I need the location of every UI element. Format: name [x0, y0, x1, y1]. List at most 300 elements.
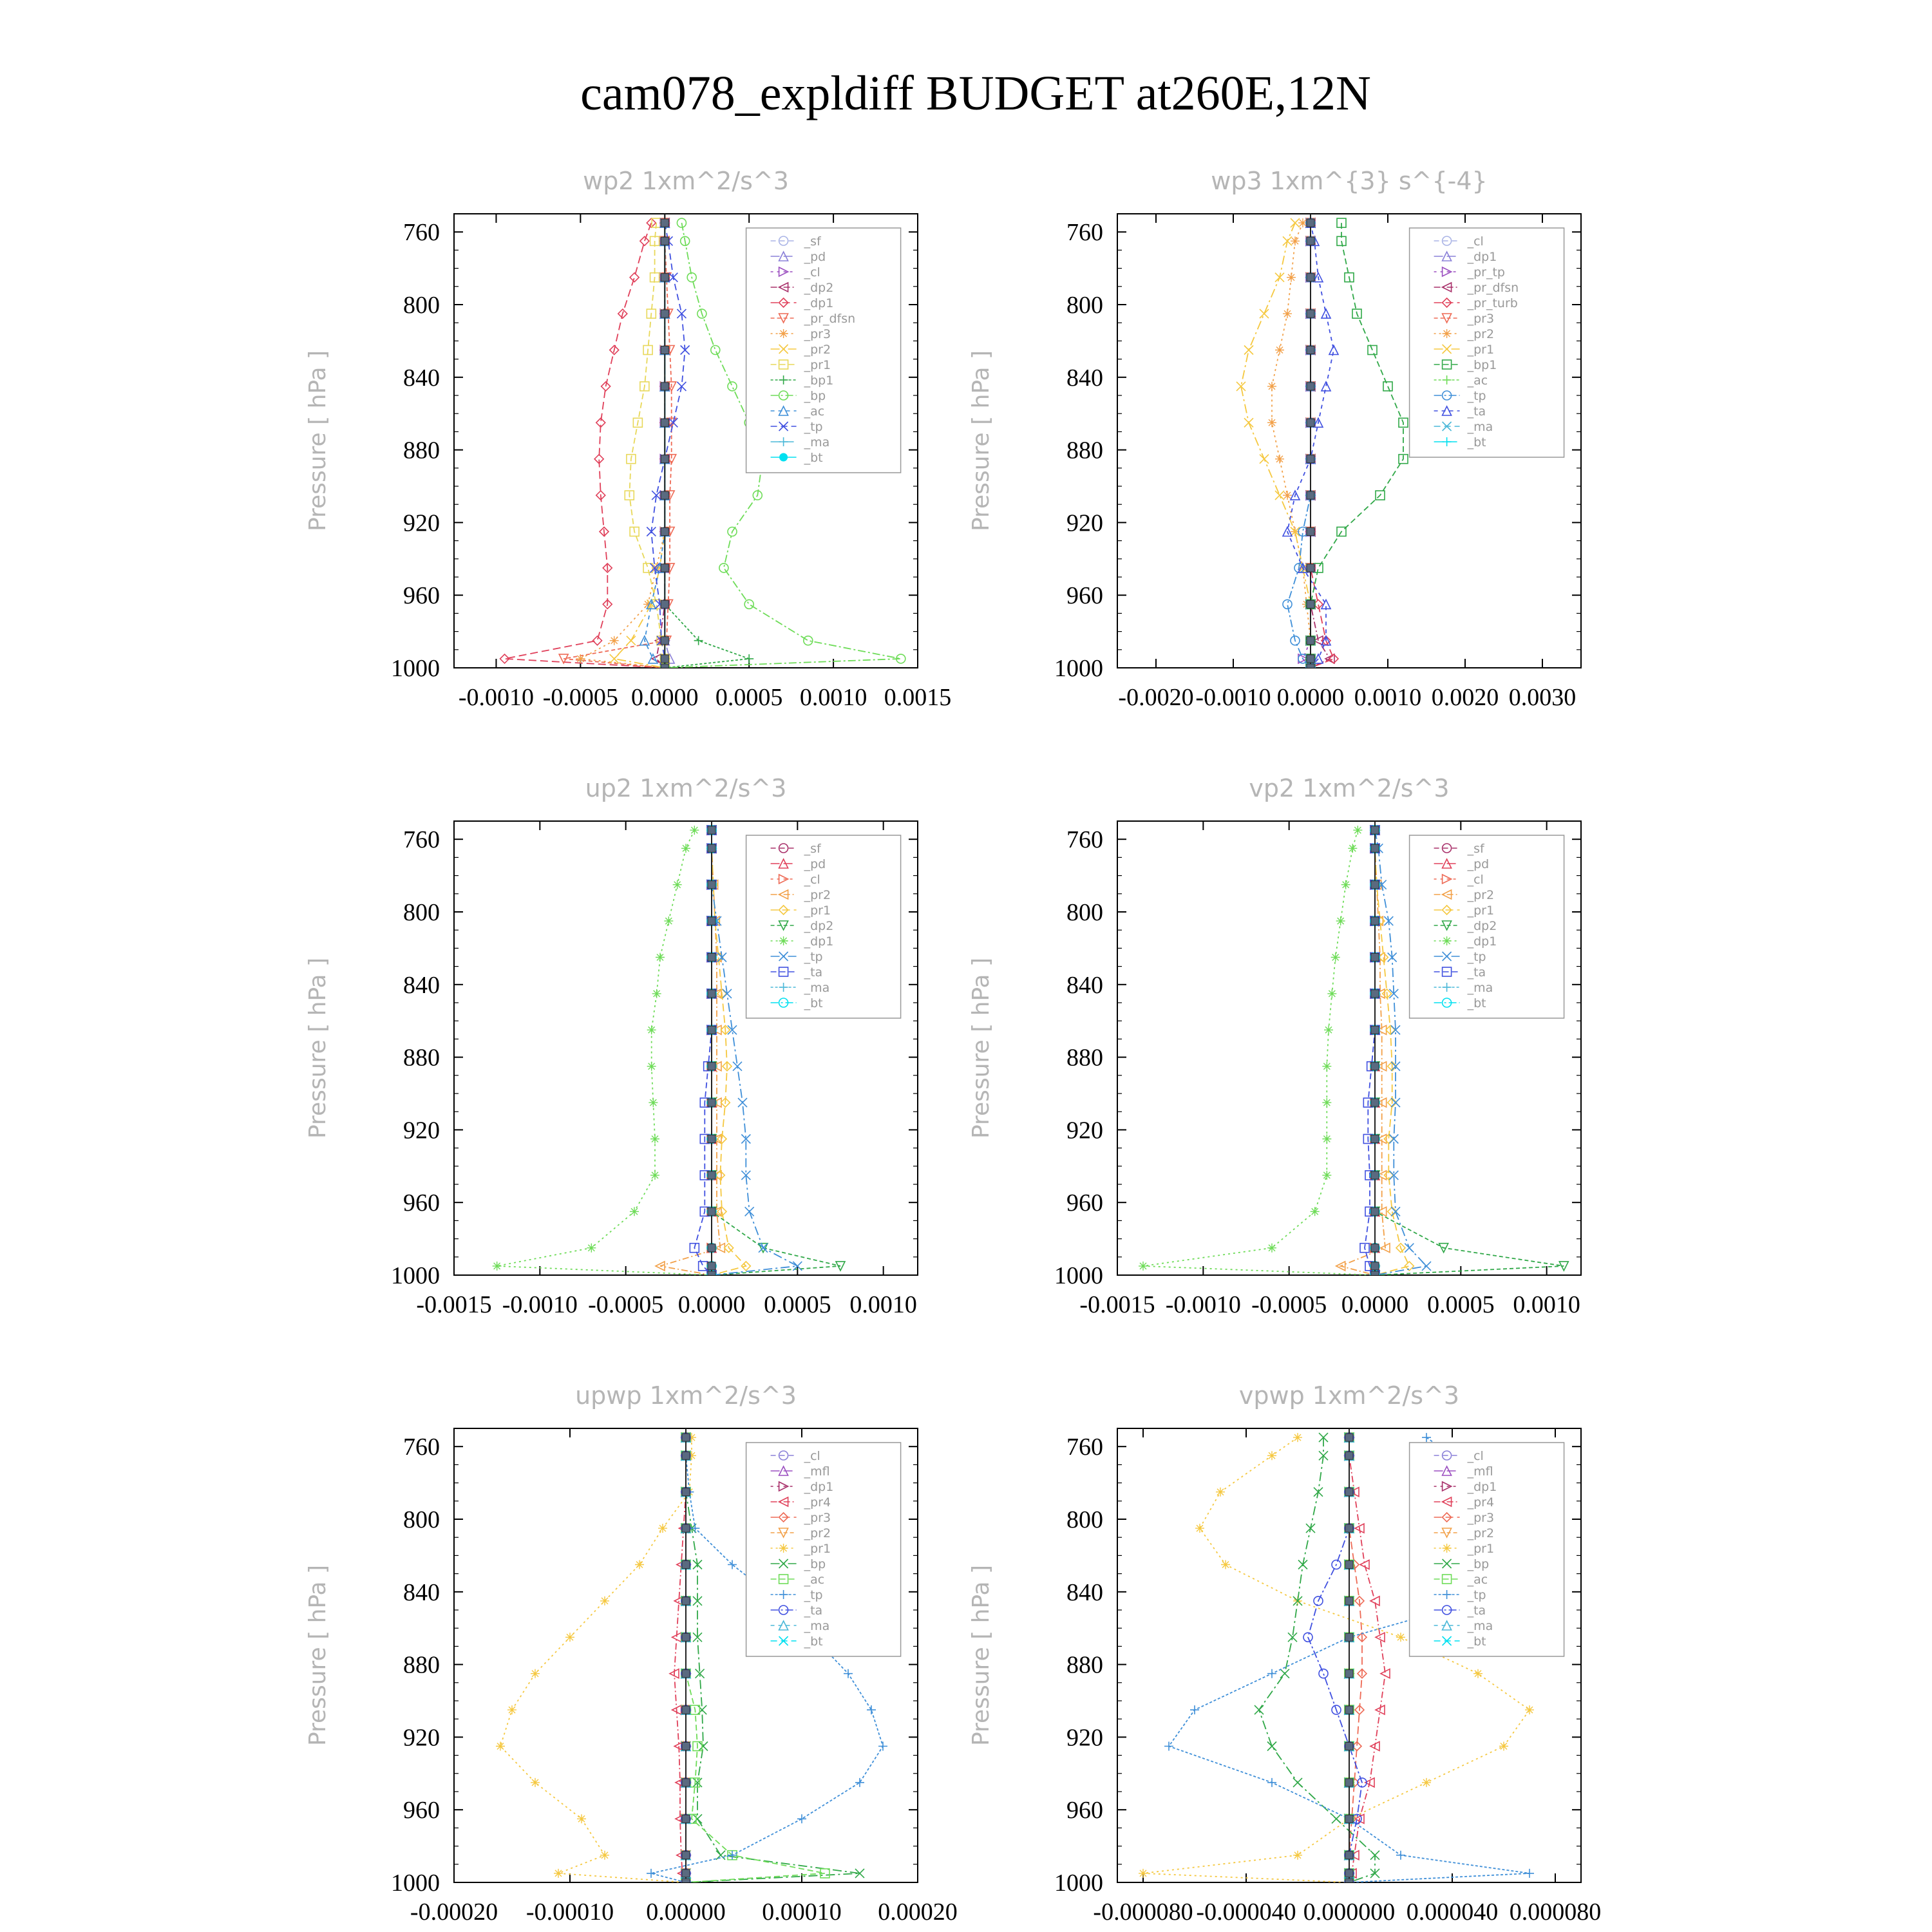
- panel-5: [305, 1381, 958, 1926]
- zero-marker: [1345, 1452, 1353, 1459]
- data-point: [1267, 382, 1276, 391]
- legend-label: _dp1: [1467, 250, 1497, 264]
- data-point: [1283, 491, 1292, 500]
- figure-title: cam078_expldiff BUDGET at260E,12N: [580, 66, 1371, 120]
- zero-marker: [1345, 1706, 1353, 1714]
- data-point: [1396, 1633, 1405, 1642]
- legend-label: _pr3: [1467, 1511, 1495, 1525]
- y-tick-label: 760: [1066, 219, 1103, 247]
- y-tick-label: 920: [1066, 1117, 1103, 1144]
- zero-marker: [708, 1063, 715, 1070]
- zero-marker: [661, 274, 668, 281]
- zero-marker: [682, 1452, 690, 1459]
- zero-marker: [1307, 274, 1314, 281]
- data-point: [647, 1869, 656, 1878]
- legend-label: _pr1: [1467, 1542, 1495, 1556]
- zero-marker: [682, 1561, 690, 1569]
- data-point: [1275, 273, 1284, 282]
- y-tick-label: 880: [403, 437, 440, 464]
- data-point: [587, 1244, 596, 1253]
- data-point: [716, 1851, 725, 1860]
- data-point: [1314, 1488, 1323, 1497]
- data-point: [531, 1669, 540, 1678]
- data-point: [1287, 273, 1296, 282]
- series-line: [497, 830, 712, 1275]
- data-point: [1341, 880, 1350, 889]
- legend-label: _ta: [1467, 404, 1486, 419]
- x-tick-label: -0.000080: [1093, 1899, 1193, 1926]
- data-point: [627, 636, 636, 645]
- data-point: [650, 1171, 659, 1180]
- data-point: [593, 636, 602, 645]
- data-point: [1422, 1433, 1431, 1442]
- data-point: [554, 1869, 563, 1878]
- data-point: [1322, 1098, 1331, 1107]
- data-point: [867, 1705, 876, 1714]
- panel-title: upwp 1xm^2/s^3: [575, 1381, 797, 1410]
- legend-label: _ac: [804, 1573, 825, 1587]
- zero-marker: [1307, 637, 1314, 645]
- data-point: [664, 916, 673, 925]
- data-point: [1244, 418, 1253, 427]
- data-point: [744, 654, 753, 663]
- zero-marker: [661, 528, 668, 536]
- x-tick-label: -0.000040: [1196, 1899, 1296, 1926]
- series-pr2: [1336, 826, 1390, 1280]
- zero-marker: [708, 844, 715, 852]
- data-point: [531, 1778, 540, 1787]
- legend-label: _ta: [804, 965, 823, 980]
- legend-label: _dp1: [804, 934, 834, 949]
- zero-marker: [661, 346, 668, 354]
- y-axis-label: Pressure [ hPa ]: [968, 1564, 994, 1747]
- legend-label: _pd: [804, 250, 826, 264]
- data-point: [1525, 1869, 1534, 1878]
- legend-label: _pr2: [1467, 1526, 1495, 1540]
- zero-marker: [1307, 655, 1314, 663]
- panel-title: vpwp 1xm^2/s^3: [1238, 1381, 1460, 1410]
- data-point: [1319, 1669, 1328, 1678]
- data-point: [694, 636, 703, 645]
- zero-marker: [1371, 826, 1379, 834]
- data-point: [1293, 1778, 1302, 1787]
- legend-marker: [1443, 329, 1452, 338]
- zero-marker: [1345, 1852, 1353, 1859]
- data-point: [693, 1814, 702, 1823]
- x-tick-label: -0.0015: [1079, 1291, 1155, 1318]
- zero-marker: [682, 1870, 690, 1877]
- legend-label: _ma: [1467, 420, 1493, 434]
- legend-label: _bp: [1467, 1557, 1490, 1571]
- zero-marker: [1345, 1524, 1353, 1532]
- y-tick-label: 760: [403, 826, 440, 854]
- data-point: [1473, 1669, 1482, 1678]
- legend-label: _ma: [1467, 1619, 1493, 1633]
- panel-title: wp2 1xm^2/s^3: [583, 167, 789, 195]
- legend-label: _bp1: [804, 374, 834, 388]
- legend-label: _bp: [804, 1557, 826, 1571]
- zero-marker: [682, 1815, 690, 1823]
- data-point: [647, 1062, 656, 1071]
- series-pr_dfsn: [559, 218, 676, 672]
- data-point: [1267, 1778, 1276, 1787]
- legend-label: _tp: [804, 420, 823, 434]
- legend-label: _ma: [804, 435, 830, 450]
- y-tick-label: 960: [403, 1189, 440, 1217]
- series-dp1: [493, 826, 716, 1280]
- legend-label: _pr3: [804, 327, 831, 341]
- zero-marker: [661, 564, 668, 572]
- legend-label: _dp1: [1467, 1480, 1497, 1494]
- legend-label: _ta: [1467, 965, 1486, 980]
- data-point: [1321, 382, 1331, 391]
- zero-marker: [1345, 1743, 1353, 1750]
- data-point: [1283, 600, 1292, 609]
- y-axis-label: Pressure [ hPa ]: [305, 350, 331, 532]
- zero-marker: [682, 1743, 690, 1750]
- data-point: [728, 382, 737, 391]
- data-point: [1244, 346, 1253, 355]
- data-point: [1321, 309, 1331, 318]
- y-tick-label: 840: [1066, 971, 1103, 999]
- legend-label: _cl: [804, 265, 820, 279]
- y-tick-label: 960: [1066, 1797, 1103, 1824]
- y-tick-label: 1000: [391, 655, 440, 682]
- zero-marker: [682, 1779, 690, 1786]
- y-tick-label: 760: [403, 219, 440, 247]
- x-tick-label: 0.0005: [764, 1291, 831, 1318]
- zero-marker: [1345, 1779, 1353, 1786]
- zero-marker: [682, 1633, 690, 1641]
- x-tick-label: -0.0020: [1118, 684, 1194, 711]
- legend-label: _pr1: [1467, 343, 1495, 357]
- legend-label: _cl: [804, 1449, 820, 1463]
- zero-marker: [661, 664, 668, 672]
- y-tick-label: 800: [1066, 899, 1103, 926]
- data-point: [1353, 826, 1362, 835]
- zero-marker: [682, 1879, 690, 1886]
- series-pr3: [576, 218, 669, 672]
- zero-marker: [1345, 1815, 1353, 1823]
- legend-marker: [779, 1544, 788, 1553]
- zero-marker: [661, 237, 668, 245]
- y-tick-label: 840: [1066, 364, 1103, 392]
- legend-label: _ac: [1467, 374, 1488, 388]
- zero-marker: [1371, 1208, 1379, 1215]
- legend-label: _pr2: [804, 343, 831, 357]
- x-tick-label: -0.00020: [410, 1899, 498, 1926]
- legend-label: _tp: [1467, 1588, 1486, 1602]
- y-tick-label: 960: [1066, 582, 1103, 610]
- zero-marker: [661, 310, 668, 317]
- zero-marker: [708, 1135, 715, 1143]
- data-point: [1327, 989, 1336, 998]
- data-point: [697, 1705, 706, 1714]
- panel-6: [968, 1381, 1601, 1926]
- data-point: [600, 1851, 609, 1860]
- y-tick-label: 1000: [1054, 1870, 1103, 1897]
- y-tick-label: 880: [403, 1044, 440, 1072]
- zero-marker: [1307, 491, 1314, 499]
- x-tick-label: 0.00000: [646, 1899, 726, 1926]
- data-point: [677, 382, 686, 391]
- data-point: [744, 600, 753, 609]
- legend-marker: [779, 936, 788, 945]
- zero-marker: [682, 1706, 690, 1714]
- y-axis-label: Pressure [ hPa ]: [305, 1564, 331, 1747]
- y-tick-label: 800: [403, 899, 440, 926]
- zero-marker: [682, 1597, 690, 1605]
- data-point: [1331, 953, 1340, 962]
- x-tick-label: 0.000080: [1509, 1899, 1602, 1926]
- y-axis-label: Pressure [ hPa ]: [968, 957, 994, 1139]
- zero-marker: [661, 637, 668, 645]
- legend-label: _pr1: [1467, 904, 1495, 918]
- legend-label: _bt: [1467, 1634, 1486, 1649]
- data-point: [1267, 418, 1276, 427]
- zero-marker: [1307, 383, 1314, 390]
- zero-marker: [1371, 1063, 1379, 1070]
- zero-marker: [1307, 455, 1314, 463]
- legend-label: _pr_tp: [1467, 265, 1505, 279]
- legend-marker: [1443, 1544, 1452, 1553]
- data-point: [728, 1560, 737, 1569]
- series-pr1: [496, 1433, 696, 1887]
- zero-marker: [661, 455, 668, 463]
- zero-marker: [1371, 954, 1379, 961]
- legend-label: _pd: [1467, 857, 1490, 871]
- data-point: [493, 1262, 502, 1271]
- panel-3: [305, 774, 918, 1318]
- data-point: [576, 654, 585, 663]
- data-point: [1291, 236, 1300, 245]
- data-point: [1283, 236, 1292, 245]
- data-point: [600, 1596, 609, 1605]
- data-point: [1260, 455, 1269, 464]
- zero-marker: [708, 1271, 715, 1279]
- y-tick-label: 880: [1066, 1651, 1103, 1679]
- legend-label: _sf: [804, 234, 821, 249]
- legend-label: _pr2: [1467, 327, 1495, 341]
- data-point: [1324, 1025, 1333, 1034]
- legend-label: _ma: [804, 1619, 830, 1633]
- data-point: [1499, 1742, 1508, 1751]
- legend-label: _pr4: [804, 1495, 831, 1510]
- y-tick-label: 800: [1066, 292, 1103, 319]
- zero-marker: [1307, 600, 1314, 608]
- zero-marker: [1371, 1262, 1379, 1270]
- data-point: [1322, 1135, 1331, 1144]
- y-tick-label: 920: [403, 1724, 440, 1752]
- series-dp1: [1139, 826, 1379, 1280]
- data-point: [630, 1207, 639, 1216]
- zero-marker: [1307, 419, 1314, 426]
- x-tick-label: -0.0010: [1195, 684, 1271, 711]
- data-point: [673, 880, 682, 889]
- y-tick-label: 920: [403, 1117, 440, 1144]
- zero-marker: [1371, 1171, 1379, 1179]
- data-point: [658, 1524, 667, 1533]
- data-point: [681, 844, 690, 853]
- legend: [1410, 1443, 1564, 1656]
- legend-label: _bt: [804, 451, 823, 465]
- zero-marker: [1371, 917, 1379, 925]
- series-bp1: [660, 218, 753, 672]
- zero-marker: [708, 1244, 715, 1252]
- data-point: [1405, 1262, 1414, 1271]
- legend-label: _ta: [804, 1604, 823, 1618]
- zero-marker: [1371, 881, 1379, 889]
- y-axis-label: Pressure [ hPa ]: [305, 957, 331, 1139]
- legend-label: _bt: [1467, 435, 1486, 450]
- x-tick-label: 0.0000: [677, 1291, 746, 1318]
- zero-marker: [1345, 1879, 1353, 1886]
- data-point: [1236, 382, 1245, 391]
- x-tick-label: 0.0015: [884, 684, 952, 711]
- legend-label: _pr4: [1467, 1495, 1495, 1510]
- x-tick-label: 0.0005: [715, 684, 783, 711]
- zero-marker: [1371, 990, 1379, 998]
- data-point: [496, 1742, 505, 1751]
- zero-marker: [661, 419, 668, 426]
- legend-label: _pr_turb: [1467, 296, 1518, 310]
- data-point: [610, 636, 619, 645]
- y-tick-label: 960: [1066, 1189, 1103, 1217]
- zero-marker: [708, 1262, 715, 1270]
- panel-4: [968, 774, 1581, 1318]
- legend-label: _bt: [1467, 996, 1486, 1010]
- zero-marker: [1371, 1135, 1379, 1143]
- zero-marker: [708, 1026, 715, 1034]
- y-tick-label: 840: [403, 1578, 440, 1606]
- zero-marker: [682, 1524, 690, 1532]
- x-tick-label: -0.0010: [1165, 1291, 1241, 1318]
- zero-marker: [708, 1171, 715, 1179]
- y-tick-label: 760: [403, 1434, 440, 1461]
- x-tick-label: 0.0030: [1508, 684, 1577, 711]
- x-tick-label: 0.0000: [1341, 1291, 1409, 1318]
- data-point: [797, 1814, 806, 1823]
- data-point: [1190, 1705, 1199, 1714]
- legend-label: _bp: [804, 389, 826, 403]
- zero-marker: [708, 1099, 715, 1106]
- x-tick-label: 0.0005: [1427, 1291, 1495, 1318]
- data-point: [640, 236, 649, 245]
- x-tick-label: -0.0015: [416, 1291, 492, 1318]
- zero-marker: [708, 881, 715, 889]
- zero-marker: [1345, 1633, 1353, 1641]
- x-tick-label: 0.0010: [799, 684, 867, 711]
- data-point: [1525, 1705, 1534, 1714]
- zero-marker: [661, 383, 668, 390]
- x-tick-label: -0.00010: [526, 1899, 614, 1926]
- data-point: [1322, 1062, 1331, 1071]
- data-point: [1422, 1778, 1431, 1787]
- legend-label: _mfl: [1467, 1464, 1493, 1479]
- legend-label: _cl: [1467, 873, 1484, 887]
- legend-label: _ma: [1467, 981, 1493, 995]
- y-tick-label: 1000: [1054, 1262, 1103, 1289]
- x-tick-label: -0.0005: [588, 1291, 664, 1318]
- legend-label: _pr_dfsn: [804, 312, 856, 326]
- zero-marker: [1345, 1670, 1353, 1678]
- legend-label: _pr1: [804, 358, 831, 372]
- data-point: [1275, 491, 1284, 500]
- data-point: [652, 989, 661, 998]
- zero-marker: [1307, 219, 1314, 227]
- zero-marker: [1371, 1099, 1379, 1106]
- zero-marker: [1371, 844, 1379, 852]
- data-point: [1329, 346, 1338, 355]
- data-point: [699, 1742, 708, 1751]
- data-point: [745, 1207, 754, 1216]
- zero-marker: [1345, 1870, 1353, 1877]
- zero-marker: [1307, 564, 1314, 572]
- data-point: [1260, 309, 1269, 318]
- y-tick-label: 840: [403, 971, 440, 999]
- data-point: [1283, 309, 1292, 318]
- zero-marker: [1371, 1026, 1379, 1034]
- legend-label: _dp1: [804, 296, 834, 310]
- zero-marker: [708, 954, 715, 961]
- zero-marker: [1307, 664, 1314, 672]
- data-point: [1267, 1244, 1276, 1253]
- x-tick-label: 0.0000: [631, 684, 699, 711]
- legend-label: _ma: [804, 981, 830, 995]
- data-point: [1216, 1488, 1225, 1497]
- data-point: [565, 1633, 574, 1642]
- zero-marker: [1345, 1597, 1353, 1605]
- legend-label: _pr1: [804, 904, 831, 918]
- zero-marker: [708, 990, 715, 998]
- data-point: [1280, 1669, 1289, 1678]
- zero-marker: [708, 917, 715, 925]
- x-tick-label: -0.0010: [458, 684, 535, 711]
- data-point: [804, 636, 813, 645]
- legend-label: _tp: [804, 950, 823, 964]
- y-tick-label: 760: [1066, 826, 1103, 854]
- data-point: [1391, 1207, 1400, 1216]
- data-point: [1139, 1262, 1148, 1271]
- zero-marker: [1345, 1488, 1353, 1496]
- data-point: [1405, 1244, 1414, 1253]
- zero-marker: [1371, 1244, 1379, 1252]
- data-point: [507, 1705, 516, 1714]
- data-point: [1221, 1560, 1230, 1569]
- zero-marker: [682, 1434, 690, 1441]
- data-point: [1139, 1869, 1148, 1878]
- zero-marker: [682, 1488, 690, 1496]
- y-axis-label: Pressure [ hPa ]: [968, 350, 994, 532]
- data-point: [1332, 1814, 1341, 1823]
- legend-label: _pr2: [804, 888, 831, 902]
- series-ta: [1303, 1433, 1367, 1887]
- legend-label: _bt: [804, 1634, 823, 1649]
- data-point: [1267, 1451, 1276, 1460]
- data-point: [759, 1244, 768, 1253]
- y-tick-label: 960: [403, 582, 440, 610]
- data-point: [1275, 346, 1284, 355]
- data-point: [1396, 1851, 1405, 1860]
- series-bp1: [1306, 218, 1408, 672]
- panel-title: up2 1xm^2/s^3: [585, 774, 787, 802]
- legend-marker: [780, 453, 788, 461]
- zero-marker: [661, 655, 668, 663]
- data-point: [577, 1814, 586, 1823]
- data-point: [1267, 1742, 1276, 1751]
- data-point: [1293, 1433, 1302, 1442]
- panel-1: [305, 167, 951, 711]
